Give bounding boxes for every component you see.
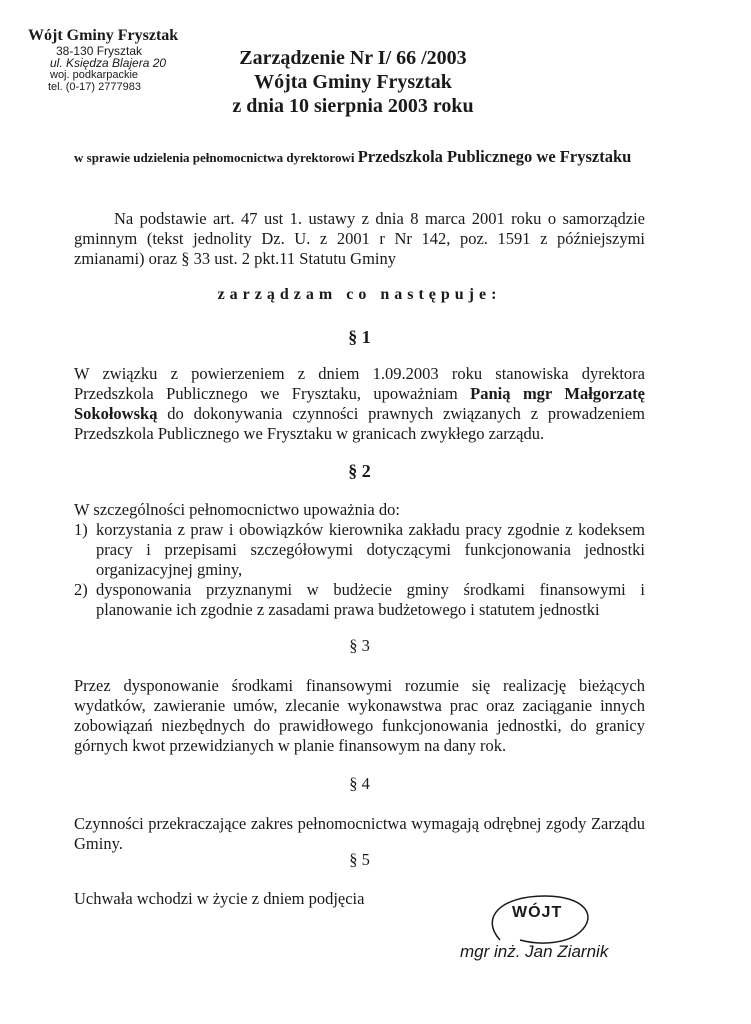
list-item-number: 2) [74,580,88,599]
signature-block [460,888,640,978]
signature-title: WÓJT [512,904,563,921]
section-5-mark: § 5 [349,850,370,869]
section-1-text [74,364,645,444]
list-item [74,580,645,620]
subject-institution: Przedszkola Publicznego we Frysztaku [357,147,632,166]
decree-line: zarządzam co następuje: [217,286,502,303]
list-item-text: korzystania z praw i obowiązków kierownika zakładu pracy zgodnie z kodeksem pracy i przepisami szczegółowymi dotyczącymi funkcjonowania jednostki organizacyjnej gminy, [96,520,645,579]
title-line-2: Wójta Gminy Frysztak [254,71,452,93]
subject-prefix: w sprawie udzielenia pełnomocnictwa dyrektorowi [74,150,355,165]
section-3-mark: § 3 [349,636,370,655]
stamp-postal: 38-130 Frysztak [56,43,143,58]
stamp-name: Wójt Gminy Frysztak [28,27,179,44]
document-title [218,46,488,118]
stamp-province: woj. podkarpackie [50,68,139,81]
legal-basis: Na podstawie art. 47 ust 1. ustawy z dnia 8 marca 2001 roku o samorządzie gminnym (tekst jednolity Dz. U. z 2001 r Nr 142, poz. 1591 z późniejszymi zmianami) oraz § 33 ust. 2 pkt.11 Statutu Gminy [74,209,645,268]
section-1-text-b: do dokonywania czynności prawnych związanych z prowadzeniem Przedszkola Publicznego we Frysztaku w granicach zwykłego zarządu. [74,404,645,443]
title-line-1: Zarządzenie Nr I/ 66 /2003 [239,47,467,69]
signature-name: mgr inż. Jan Ziarnik [460,942,609,961]
section-5-text: Uchwała wchodzi w życie z dniem podjęcia [74,889,365,908]
document-subject [74,147,649,168]
stamp-phone: tel. (0-17) 2777983 [48,80,141,93]
section-3-text: Przez dysponowanie środkami finansowymi rozumie się realizację bieżących wydatków, zawieranie umów, zlecanie wykonawstwa prac oraz zaciąganie innych zobowiązań niezbędnych do prawidłowego funkcjonowania jednostki, do granicy górnych kwot przewidzianych w planie finansowym na dany rok. [74,676,645,755]
section-1-mark: § 1 [348,327,371,347]
section-1-person: Panią mgr Małgorzatę Sokołowską [74,384,646,423]
list-item-text: dysponowania przyznanymi w budżecie gminy środkami finansowymi i planowanie ich zgodnie z zasadami prawa budżetowego i statutem jednostki [96,580,645,619]
section-2-intro: W szczególności pełnomocnictwo upoważnia do: [74,500,400,519]
stamp-street: ul. Księdza Blajera 20 [50,56,167,71]
list-item [74,520,645,580]
section-4-text: Czynności przekraczające zakres pełnomocnictwa wymagają odrębnej zgody Zarządu Gminy. [74,814,645,853]
title-line-3: z dnia 10 sierpnia 2003 roku [232,95,474,117]
signature-oval-icon [460,888,640,978]
section-2-mark: § 2 [348,461,371,481]
section-2-list [74,520,645,620]
section-4-mark: § 4 [349,774,370,793]
section-1-text-a: W związku z powierzeniem z dniem 1.09.2003 roku stanowiska dyrektora Przedszkola Publicznego we Frysztaku, upoważniam [74,364,645,403]
office-stamp [26,28,206,93]
list-item-number: 1) [74,520,88,539]
